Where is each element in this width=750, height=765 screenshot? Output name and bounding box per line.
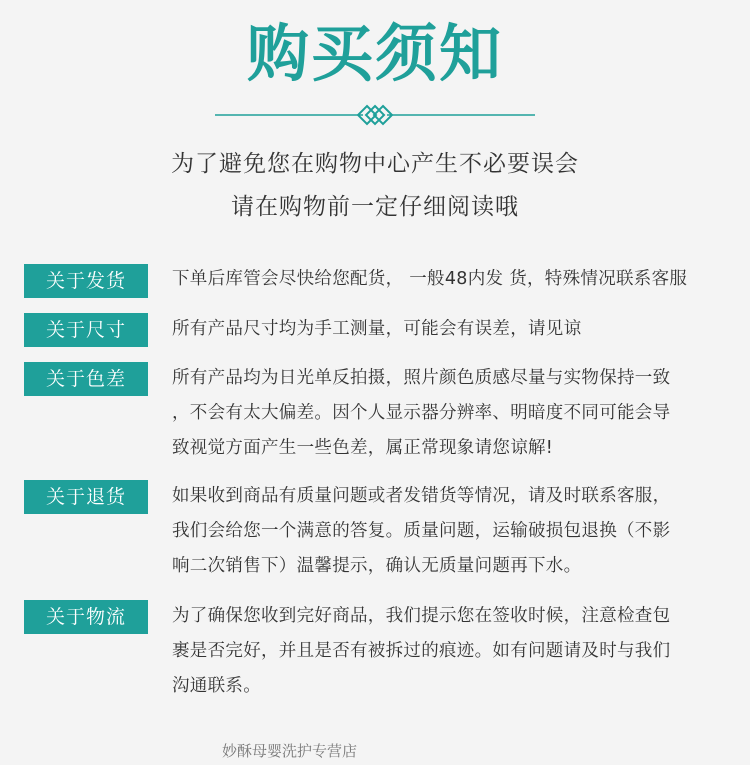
text-line: ，不会有太大偏差。因个人显示器分辨率、明暗度不同可能会导 bbox=[172, 403, 671, 423]
subtitle-line-1: 为了避免您在购物中心产生不必要误会 bbox=[171, 151, 579, 177]
section-text bbox=[172, 361, 727, 466]
subtitle-line-2: 请在购物前一定仔细阅读哦 bbox=[231, 194, 519, 220]
section-label: 关于色差 bbox=[24, 362, 148, 396]
text-line: 所有产品均为日光单反拍摄，照片颜色质感尽量与实物保持一致 bbox=[172, 368, 671, 388]
section-label: 关于发货 bbox=[24, 264, 148, 298]
section-text bbox=[172, 262, 727, 297]
store-name-footer: 妙酥母婴洗护专营店 bbox=[222, 742, 358, 760]
section-text bbox=[172, 312, 727, 347]
section-label: 关于退货 bbox=[24, 480, 148, 514]
text-line: 响二次销售下）温馨提示，确认无质量问题再下水。 bbox=[172, 556, 582, 576]
text-line: 下单后库管会尽快给您配货， 一般48内发 货，特殊情况联系客服 bbox=[172, 269, 688, 289]
text-line: 为了确保您收到完好商品，我们提示您在签收时候，注意检查包 bbox=[172, 606, 671, 626]
section-label: 关于物流 bbox=[24, 600, 148, 634]
ornament-divider bbox=[215, 103, 535, 127]
section-label: 关于尺寸 bbox=[24, 313, 148, 347]
text-line: 我们会给您一个满意的答复。质量问题，运输破损包退换（不影 bbox=[172, 521, 671, 541]
text-line: 致视觉方面产生一些色差，属正常现象请您谅解! bbox=[172, 438, 554, 458]
section-text bbox=[172, 599, 727, 704]
text-line: 沟通联系。 bbox=[172, 676, 261, 696]
text-line: 如果收到商品有质量问题或者发错货等情况，请及时联系客服， bbox=[172, 486, 671, 506]
text-line: 裹是否完好，并且是否有被拆过的痕迹。如有问题请及时与我们 bbox=[172, 641, 671, 661]
page-title: 购买须知 bbox=[246, 17, 503, 90]
text-line: 所有产品尺寸均为手工测量，可能会有误差，请见谅 bbox=[172, 319, 582, 339]
section-text bbox=[172, 479, 727, 584]
